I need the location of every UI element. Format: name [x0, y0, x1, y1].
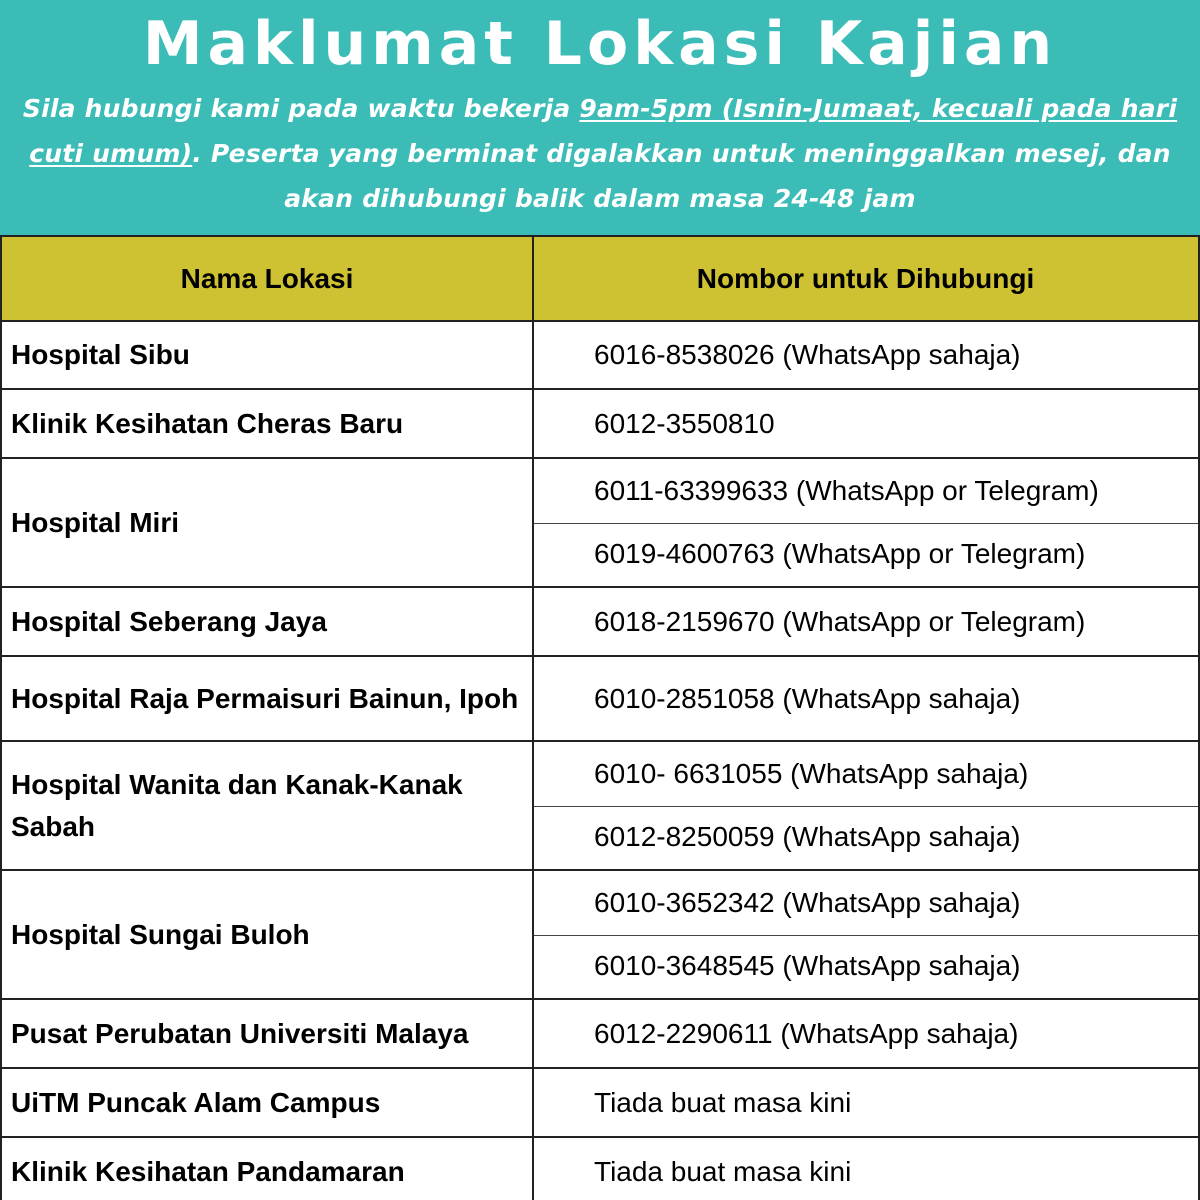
contact-divider: [533, 523, 1198, 524]
location-name: Klinik Kesihatan Cheras Baru: [11, 407, 404, 439]
location-name: Hospital Wanita dan Kanak-Kanak Sabah: [11, 768, 463, 842]
working-hours: 9am-5pm (Isnin-Jumaat, kecuali pada hari cuti umum): [29, 94, 1178, 168]
table-row: [2, 390, 1198, 459]
contact-number: 6012-3550810: [594, 407, 775, 439]
contact-divider: [533, 806, 1198, 807]
contact-hours-note: [10, 86, 1190, 221]
note-details: . Peserta yang berminat digalakkan untuk meninggalkan mesej, dan akan dihubungi balik dalam masa 24-48 jam: [192, 139, 1171, 213]
contact-number: 6019-4600763 (WhatsApp or Telegram): [594, 538, 1086, 570]
header-banner: [0, 0, 1200, 235]
contact-number: Tiada buat masa kini: [594, 1156, 852, 1187]
column-divider: [532, 235, 534, 1200]
table-row: [2, 742, 1198, 871]
column-header-location: Nama Lokasi: [180, 263, 354, 294]
location-name: Hospital Miri: [11, 506, 180, 538]
contact-number: 6010-3652342 (WhatsApp sahaja): [594, 886, 1021, 918]
column-header-contact: Nombor untuk Dihubungi: [696, 263, 1035, 294]
contact-number: 6018-2159670 (WhatsApp or Telegram): [594, 605, 1086, 637]
location-name: Klinik Kesihatan Pandamaran: [11, 1156, 405, 1187]
location-name: Hospital Raja Permaisuri Bainun, Ipoh: [11, 682, 519, 714]
location-name: UiTM Puncak Alam Campus: [11, 1086, 381, 1118]
table-row: [2, 871, 1198, 1000]
contact-number: 6010- 6631055 (WhatsApp sahaja): [594, 757, 1029, 789]
table-row: [2, 459, 1198, 588]
contact-number: 6010-2851058 (WhatsApp sahaja): [594, 682, 1021, 714]
table-row: [2, 1069, 1198, 1138]
table-header: [2, 235, 1198, 322]
contact-number: Tiada buat masa kini: [594, 1086, 852, 1118]
contact-number: 6010-3648545 (WhatsApp sahaja): [594, 950, 1021, 982]
table-row: [2, 588, 1198, 657]
contact-number: 6012-8250059 (WhatsApp sahaja): [594, 821, 1021, 853]
location-table: [0, 235, 1200, 1200]
location-name: Pusat Perubatan Universiti Malaya: [11, 1017, 469, 1049]
contact-number: 6016-8538026 (WhatsApp sahaja): [594, 339, 1021, 370]
table-row: [2, 1138, 1198, 1200]
location-name: Hospital Sungai Buloh: [11, 918, 310, 950]
note-intro: Sila hubungi kami pada waktu bekerja: [22, 94, 580, 123]
location-name: Hospital Sibu: [11, 339, 190, 370]
location-name: Hospital Seberang Jaya: [11, 605, 327, 637]
contact-number: 6011-63399633 (WhatsApp or Telegram): [594, 474, 1099, 506]
table-row: [2, 657, 1198, 742]
contact-number: 6012-2290611 (WhatsApp sahaja): [594, 1017, 1019, 1049]
table-row: [2, 1000, 1198, 1069]
table-row: [2, 322, 1198, 390]
contact-divider: [533, 935, 1198, 936]
page-title: Maklumat Lokasi Kajian: [142, 9, 1058, 79]
